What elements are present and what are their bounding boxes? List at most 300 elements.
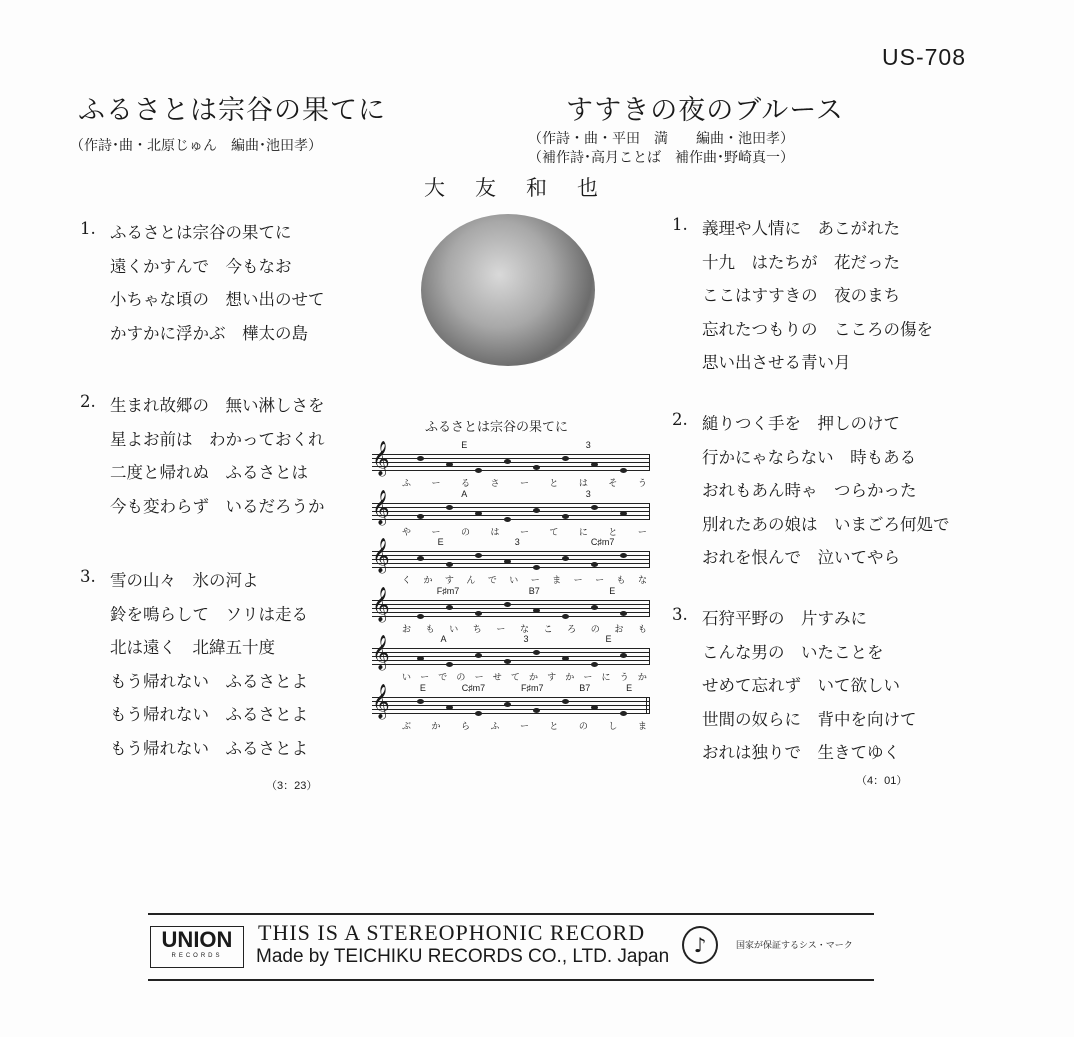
- lyric-line: [672, 605, 917, 639]
- syllable: と: [549, 722, 559, 732]
- verse: [672, 215, 933, 383]
- chord-row: [372, 683, 650, 693]
- lyric-text: 生まれ故郷の 無い淋しさを: [110, 396, 325, 415]
- note: [417, 514, 424, 519]
- note: [562, 614, 569, 619]
- lyric-line: [80, 320, 325, 354]
- verse-number: [80, 320, 110, 354]
- verse-number: 3.: [80, 567, 96, 586]
- syllable: の: [460, 528, 470, 538]
- lyric-line: [672, 639, 917, 673]
- note: [562, 456, 569, 461]
- lyric-text: 縋りつく手を 押しのけて: [702, 414, 900, 433]
- staff-line: [372, 462, 650, 463]
- note: [446, 605, 453, 610]
- note: [417, 556, 424, 561]
- syllable: ー: [595, 576, 605, 586]
- lyric-text: 星よお前は わかっておくれ: [110, 429, 325, 449]
- syllable: に: [601, 673, 611, 683]
- note: [591, 562, 598, 567]
- note: [562, 656, 569, 661]
- syllable: ー: [637, 528, 647, 538]
- lyric-text: 雪の山々 氷の河よ: [110, 571, 259, 590]
- note: [475, 653, 482, 658]
- staff-line: [372, 656, 650, 657]
- lyric-text: ふるさとは宗谷の果てに: [110, 223, 292, 242]
- lyric-text: せめて忘れず いて欲しい: [702, 676, 900, 695]
- chord-symbol: E: [437, 537, 444, 547]
- staff-line: [372, 608, 650, 609]
- syllable: ー: [519, 722, 529, 732]
- staff-line: [372, 454, 650, 455]
- note: [533, 565, 540, 570]
- song-b-credits-1: （作詩・曲・平田 満 編曲・池田孝）: [528, 131, 794, 147]
- verse-number: [80, 634, 110, 668]
- verse-number: [672, 477, 702, 511]
- lyric-line: [672, 316, 933, 350]
- staff-line: [372, 507, 650, 508]
- lyric-text: 二度と帰れぬ ふるさとは: [110, 463, 308, 482]
- note: [446, 662, 453, 667]
- lyric-text: 北は遠く 北緯五十度: [110, 638, 275, 657]
- verse-number: [80, 601, 110, 635]
- lyric-line: [672, 215, 933, 249]
- staff-line: [372, 660, 650, 661]
- lyric-text: 石狩平野の 片すみに: [702, 609, 867, 628]
- staff-line: [372, 648, 650, 649]
- verse-number: [672, 349, 702, 383]
- syllable: ー: [420, 673, 430, 683]
- verse-number: [672, 316, 702, 350]
- song-a-title: ふるさとは宗谷の果てに: [78, 95, 386, 126]
- score-title: ふるさとは宗谷の果てに: [425, 420, 569, 435]
- verse: [80, 567, 308, 768]
- syllable: ち: [472, 625, 482, 635]
- mark-caption: 国家が保証するシス・マーク: [736, 941, 853, 951]
- lyric-syllables: [402, 719, 647, 732]
- syllable: か: [431, 722, 441, 732]
- staff: [372, 537, 650, 586]
- chord-symbol: 3: [585, 489, 591, 499]
- lyric-line: [80, 567, 308, 601]
- syllable: も: [637, 625, 647, 635]
- verse-number: [672, 444, 702, 478]
- note: [533, 608, 540, 613]
- lyric-line: [80, 219, 325, 253]
- note: [591, 462, 598, 467]
- syllable: ろ: [567, 625, 577, 635]
- verse-number: 3.: [672, 605, 688, 624]
- divider: [148, 913, 874, 915]
- lyric-line: [672, 477, 950, 511]
- staff-line: [372, 616, 650, 617]
- lyric-line: [80, 735, 308, 769]
- note: [562, 556, 569, 561]
- syllable: か: [637, 673, 647, 683]
- lyric-line: [672, 349, 933, 383]
- lyric-line: [672, 739, 917, 773]
- verse-number: [80, 253, 110, 287]
- lyric-text: 行かにゃならない 時もある: [702, 447, 917, 467]
- barline: [649, 454, 650, 471]
- note: [446, 705, 453, 710]
- syllable: お: [614, 625, 624, 635]
- lyric-line: [80, 701, 308, 735]
- verse-number: [80, 701, 110, 735]
- syllable: と: [608, 528, 618, 538]
- note: [475, 611, 482, 616]
- lyric-text: おれを恨んで 泣いてやら: [702, 548, 900, 567]
- syllable: こ: [543, 625, 553, 635]
- note: [620, 511, 627, 516]
- verse-number: [80, 668, 110, 702]
- lyric-line: [80, 286, 325, 320]
- syllable: す: [547, 673, 557, 683]
- chord-symbol: 3: [523, 634, 529, 644]
- staff: [372, 634, 650, 683]
- staff: [372, 489, 650, 538]
- verse-number: 2.: [80, 392, 96, 411]
- note: [504, 659, 511, 664]
- syllable: て: [549, 528, 559, 538]
- verse-number: [80, 735, 110, 769]
- note: [417, 656, 424, 661]
- logo-main: UNION: [161, 927, 233, 952]
- syllable: ー: [431, 528, 441, 538]
- syllable: せ: [492, 673, 502, 683]
- syllable: ー: [573, 576, 583, 586]
- syllable: に: [578, 528, 588, 538]
- verse: [672, 605, 917, 773]
- lyric-text: 義理や人情に あこがれた: [702, 219, 900, 238]
- chord-symbol: A: [440, 634, 447, 644]
- lyric-line: [80, 253, 325, 287]
- verse-number: [80, 426, 110, 460]
- lyric-text: おれもあん時ゃ つらかった: [702, 481, 917, 500]
- note: [475, 468, 482, 473]
- verse-number: 2.: [672, 410, 688, 429]
- staff-line: [372, 664, 650, 665]
- staff: [372, 440, 650, 489]
- syllable: ー: [519, 528, 529, 538]
- staff-line: [372, 697, 650, 698]
- syllable: お: [402, 625, 412, 635]
- syllable: る: [460, 479, 470, 489]
- syllable: か: [423, 576, 433, 586]
- lyric-text: 世間の奴らに 背中を向けて: [702, 709, 917, 729]
- staff-line: [372, 701, 650, 702]
- syllable: も: [616, 576, 626, 586]
- lyric-line: [672, 706, 917, 740]
- syllable: て: [510, 673, 520, 683]
- lyric-text: おれは独りで 生きてゆく: [702, 743, 900, 762]
- verse-number: 1.: [80, 219, 96, 238]
- song-b-duration: （4：01）: [856, 775, 908, 787]
- note: [504, 517, 511, 522]
- lyric-line: [80, 634, 308, 668]
- note: [504, 459, 511, 464]
- syllable: ー: [519, 479, 529, 489]
- chord-symbol: F♯m7: [436, 586, 460, 596]
- lyric-text: 別れたあの娘は いまごろ何処で: [702, 514, 950, 534]
- verse-number: [80, 493, 110, 527]
- syllable: ぶ: [402, 722, 412, 732]
- staff-line: [372, 470, 650, 471]
- syllable: ー: [583, 673, 593, 683]
- staff-line: [372, 563, 650, 564]
- lyric-syllables: [402, 476, 647, 489]
- syllable: う: [619, 673, 629, 683]
- syllable: か: [565, 673, 575, 683]
- lyric-text: かすかに浮かぶ 樺太の島: [110, 323, 308, 343]
- note: [475, 511, 482, 516]
- chord-symbol: E: [605, 634, 612, 644]
- staff-line: [372, 519, 650, 520]
- syllable: そ: [608, 479, 618, 489]
- treble-clef-icon: 𝄞: [372, 441, 390, 476]
- staff-line: [372, 466, 650, 467]
- verse-number: [80, 459, 110, 493]
- chord-row: [372, 489, 650, 499]
- barline: [649, 648, 650, 665]
- verse-number: [672, 511, 702, 545]
- lyric-line: [80, 392, 325, 426]
- syllable: ー: [474, 673, 484, 683]
- verse-number: [672, 739, 702, 773]
- syllable: ふ: [490, 722, 500, 732]
- lyric-line: [80, 668, 308, 702]
- syllable: い: [509, 576, 519, 586]
- chord-symbol: C♯m7: [461, 683, 486, 693]
- song-a-duration: （3：23）: [266, 780, 318, 792]
- verse-number: [672, 544, 702, 578]
- note: [417, 699, 424, 704]
- verse-number: [672, 249, 702, 283]
- final-barline: [646, 697, 647, 714]
- song-b-title: すすきの夜のブルース: [566, 95, 844, 126]
- syllable: い: [402, 673, 412, 683]
- chord-symbol: E: [461, 440, 468, 450]
- barline: [649, 551, 650, 568]
- lyric-line: [80, 601, 308, 635]
- treble-clef-icon: 𝄞: [372, 635, 390, 670]
- treble-clef-icon: 𝄞: [372, 587, 390, 622]
- lyric-line: [672, 444, 950, 478]
- staff-line: [372, 503, 650, 504]
- note: [446, 505, 453, 510]
- note: [591, 662, 598, 667]
- note: [417, 614, 424, 619]
- lyric-line: [672, 249, 933, 283]
- staff: [372, 683, 650, 732]
- note: [533, 708, 540, 713]
- syllable: ん: [466, 576, 476, 586]
- note: [417, 456, 424, 461]
- staff-line: [372, 652, 650, 653]
- treble-clef-icon: 𝄞: [372, 684, 390, 719]
- catalog-number: US-708: [882, 44, 966, 70]
- lyric-text: こんな男の いたことを: [702, 642, 884, 662]
- verse-number: [80, 286, 110, 320]
- staff-line: [372, 612, 650, 613]
- song-a-credits: （作詩･曲・北原じゅん 編曲･池田孝）: [70, 138, 322, 154]
- barline: [649, 697, 650, 714]
- staff-line: [372, 511, 650, 512]
- syllable: ー: [431, 479, 441, 489]
- staff-line: [372, 705, 650, 706]
- note: [475, 711, 482, 716]
- note: [533, 465, 540, 470]
- artist-photo: [421, 214, 595, 366]
- jis-mark-icon: ♪: [682, 926, 718, 964]
- syllable: な: [519, 625, 529, 635]
- syllable: ー: [530, 576, 540, 586]
- chord-symbol: C♯m7: [590, 537, 615, 547]
- syllable: ま: [637, 722, 647, 732]
- chord-row: [372, 634, 650, 644]
- staff-line: [372, 709, 650, 710]
- chord-row: [372, 440, 650, 450]
- chord-symbol: 3: [514, 537, 520, 547]
- staff-line: [372, 515, 650, 516]
- chord-symbol: E: [419, 683, 426, 693]
- staff-line: [372, 555, 650, 556]
- chord-symbol: E: [609, 586, 616, 596]
- note: [591, 505, 598, 510]
- note: [620, 611, 627, 616]
- syllable: さ: [490, 479, 500, 489]
- stereo-notice: THIS IS A STEREOPHONIC RECORD: [258, 920, 646, 945]
- lyric-text: 忘れたつもりの こころの傷を: [702, 319, 933, 339]
- note: [620, 468, 627, 473]
- note: [475, 553, 482, 558]
- lyric-syllables: [402, 670, 647, 683]
- chord-row: [372, 586, 650, 596]
- lyric-text: 思い出させる青い月: [702, 353, 851, 372]
- verse-number: 1.: [672, 215, 688, 234]
- note: [504, 602, 511, 607]
- staff-line: [372, 559, 650, 560]
- verse: [672, 410, 950, 578]
- treble-clef-icon: 𝄞: [372, 538, 390, 573]
- staff-line: [372, 567, 650, 568]
- syllable: と: [549, 479, 559, 489]
- logo-sub: RECORDS: [171, 953, 223, 959]
- chord-symbol: 3: [585, 440, 591, 450]
- lyric-text: もう帰れない ふるさとよ: [110, 671, 308, 691]
- syllable: は: [578, 479, 588, 489]
- verse-number: [672, 639, 702, 673]
- syllable: ー: [496, 625, 506, 635]
- syllable: い: [449, 625, 459, 635]
- chord-symbol: E: [626, 683, 633, 693]
- syllable: か: [528, 673, 538, 683]
- syllable: ら: [460, 722, 470, 732]
- syllable: し: [608, 722, 618, 732]
- chord-symbol: A: [461, 489, 468, 499]
- note: [533, 508, 540, 513]
- syllable: や: [402, 528, 412, 538]
- note: [446, 462, 453, 467]
- barline: [649, 503, 650, 520]
- lyric-text: 鈴を鳴らして ソリは走る: [110, 604, 308, 624]
- syllable: で: [438, 673, 448, 683]
- artist-name: 大友和也: [424, 176, 628, 200]
- lyric-line: [672, 544, 950, 578]
- syllable: の: [456, 673, 466, 683]
- syllable: な: [637, 576, 647, 586]
- lyric-text: 今も変わらず いるだろうか: [110, 496, 325, 516]
- lyric-line: [80, 426, 325, 460]
- note: [620, 653, 627, 658]
- note: [562, 699, 569, 704]
- syllable: す: [444, 576, 454, 586]
- syllable: も: [425, 625, 435, 635]
- lyric-line: [80, 493, 325, 527]
- note: [620, 553, 627, 558]
- lyric-line: [672, 672, 917, 706]
- syllable: く: [402, 576, 412, 586]
- lyric-text: 小ちゃな頃の 想い出のせて: [110, 290, 325, 309]
- verse-number: [672, 282, 702, 316]
- verse: [80, 392, 325, 526]
- barline: [649, 600, 650, 617]
- song-b-credits-2: （補作詩･高月ことば 補作曲･野崎真一）: [528, 150, 794, 166]
- note: [446, 562, 453, 567]
- syllable: の: [590, 625, 600, 635]
- lyric-syllables: [402, 573, 647, 586]
- lyric-line: [672, 511, 950, 545]
- staff-line: [372, 458, 650, 459]
- syllable: ふ: [402, 479, 412, 489]
- lyric-text: ここはすすきの 夜のまち: [702, 286, 901, 305]
- staff-line: [372, 600, 650, 601]
- note: [533, 650, 540, 655]
- manufacturer: Made by TEICHIKU RECORDS CO., LTD. Japan: [256, 946, 670, 967]
- staff-line: [372, 604, 650, 605]
- syllable: う: [637, 479, 647, 489]
- note: [504, 559, 511, 564]
- staff-line: [372, 551, 650, 552]
- syllable: で: [487, 576, 497, 586]
- staff: [372, 586, 650, 635]
- note: [591, 705, 598, 710]
- syllable: は: [490, 528, 500, 538]
- union-records-logo: [150, 926, 244, 968]
- staff-line: [372, 713, 650, 714]
- note: [591, 605, 598, 610]
- chord-symbol: F♯m7: [520, 683, 544, 693]
- verse: [80, 219, 325, 353]
- chord-symbol: B7: [528, 586, 540, 596]
- lyric-line: [672, 282, 933, 316]
- syllable: の: [578, 722, 588, 732]
- note: [620, 711, 627, 716]
- lyric-line: [672, 410, 950, 444]
- note: [504, 702, 511, 707]
- verse-number: [672, 706, 702, 740]
- chord-symbol: B7: [579, 683, 591, 693]
- lyric-text: 遠くかすんで 今もなお: [110, 256, 292, 276]
- note: [562, 514, 569, 519]
- verse-number: [672, 672, 702, 706]
- lyric-text: もう帰れない ふるさとよ: [110, 705, 308, 724]
- lyric-line: [80, 459, 325, 493]
- chord-row: [372, 537, 650, 547]
- syllable: ま: [552, 576, 562, 586]
- treble-clef-icon: 𝄞: [372, 490, 390, 525]
- divider: [148, 979, 874, 981]
